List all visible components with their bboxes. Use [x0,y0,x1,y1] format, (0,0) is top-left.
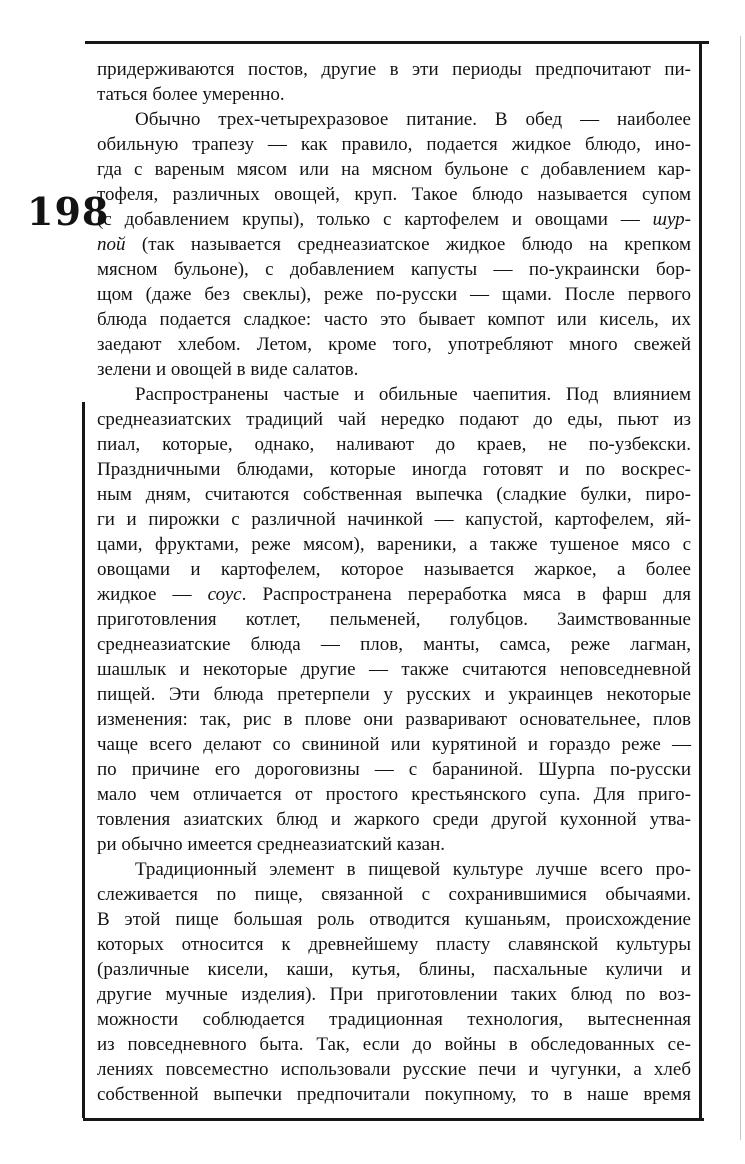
text-segment: чаще всего делают со свининой или курятиной и гораздо реже — [97,734,691,755]
text-line [97,332,691,357]
text-segment: можности соблюдается традиционная технология, вытесненная [97,1009,691,1030]
italic-term: шур- [652,209,691,230]
text-line [97,732,691,757]
text-line [97,207,691,232]
text-line [97,882,691,907]
text-segment: цами, фруктами, реже мясом), вареники, а также тушеное мясо с [97,534,691,555]
text-line [97,982,691,1007]
frame-bottom-border [83,1118,704,1121]
text-line [97,632,691,657]
text-line [97,457,691,482]
text-line [97,232,691,257]
text-segment: ри обычно имеется среднеазиатский казан. [97,834,446,855]
text-line [97,57,691,82]
text-line [97,482,691,507]
text-line [97,82,691,107]
text-line [97,157,691,182]
page-number: 198 [27,189,110,234]
italic-term: пой [97,234,142,255]
text-segment: ги и пирожки с различной начинкой — капустой, картофелем, яй- [97,509,691,530]
text-line [97,1032,691,1057]
text-segment: пищей. Эти блюда претерпели у русских и украинцев некоторые [97,684,691,705]
text-segment: овощами и картофелем, которое называется жаркое, а более [97,559,691,580]
text-segment: Традиционный элемент в пищевой культуре лучше всего про- [135,859,691,880]
text-segment: Распространены частые и обильные чаепития. Под влиянием [135,384,691,405]
text-segment: ным дням, считаются собственная выпечка (сладкие булки, пиро- [97,484,691,505]
text-segment: приготовления котлет, пельменей, голубцов. Заимствованные [97,609,691,630]
text-line [97,307,691,332]
text-segment: жидкое — [97,584,208,605]
body-text [97,57,691,1107]
text-segment: тофеля, различных овощей, круп. Такое блюдо называется супом [97,184,691,205]
text-line [97,657,691,682]
text-line [97,582,691,607]
text-segment: другие мучные изделия). При приготовлении таких блюд по воз- [97,984,691,1005]
text-line [97,707,691,732]
text-line [97,957,691,982]
text-segment: зелени и овощей в виде салатов. [97,359,359,380]
text-segment: блюда подается сладкое: часто это бывает компот или кисель, их [97,309,691,330]
text-line [97,607,691,632]
text-segment: Обычно трех-четырехразовое питание. В обед — наиболее [135,109,691,130]
text-segment: (так называется среднеазиатское жидкое блюдо на крепком [141,234,691,255]
text-segment: изменения: так, рис в плове они разваривают основательнее, плов [97,709,691,730]
text-segment: заедают хлебом. Летом, кроме того, употребляют много свежей [97,334,691,355]
text-segment: среднеазиатские блюда — плов, манты, самса, реже лагман, [97,634,691,655]
text-segment: придерживаются постов, другие в эти периоды предпочитают пи- [97,59,691,80]
text-segment: собственной выпечки предпочитали покупному, то в наше время [97,1084,691,1105]
text-segment: таться более умеренно. [97,84,285,105]
text-segment: товления азиатских блюд и жаркого среди другой кухонной утва- [97,809,691,830]
text-segment: пиал, которые, однако, наливают до краев, не по-узбекски. [97,434,691,455]
text-line [97,782,691,807]
text-segment: среднеазиатских традиций чай нередко подают до еды, пьют из [97,409,691,430]
text-segment: шашлык и некоторые другие — также считаются неповседневной [97,659,691,680]
text-segment: (с добавлением крупы), только с картофелем и овощами — [97,209,653,230]
text-line [97,1007,691,1032]
text-segment: щом (даже без свеклы), реже по-русски — щами. После первого [97,284,691,305]
text-segment: . Распространена переработка мяса в фарш для [241,584,691,605]
frame-right-border [699,41,702,1121]
text-line [97,557,691,582]
text-line [97,1057,691,1082]
text-segment: по причине его дороговизны — с бараниной. Шурпа по-русски [97,759,691,780]
text-segment: из повседневного быта. Так, если до войны в обследованных се- [97,1034,691,1055]
italic-term: соус [207,584,242,605]
text-line [97,407,691,432]
text-line [97,857,691,882]
text-line [97,682,691,707]
text-segment: мясном бульоне), с добавлением капусты — по-украински бор- [97,259,691,280]
text-line [97,132,691,157]
text-line [97,1082,691,1107]
text-line [97,357,691,382]
text-line [97,807,691,832]
text-segment: обильную трапезу — как правило, подается жидкое блюдо, ино- [97,134,691,155]
frame-top-border [85,41,709,44]
text-segment: Праздничными блюдами, которые иногда готовят и по воскрес- [97,459,691,480]
frame-left-border [82,402,85,1118]
text-segment: слеживается по пище, связанной с сохранившимися обычаями. [97,884,691,905]
text-segment: гда с вареным мясом или на мясном бульоне с добавлением кар- [97,159,691,180]
text-line [97,932,691,957]
text-segment: лениях повсеместно использовали русские печи и чугунки, а хлеб [97,1059,691,1080]
text-line [97,832,691,857]
text-line [97,382,691,407]
page-edge-line [740,36,741,1140]
text-segment: которых относится к древнейшему пласту славянской культуры [97,934,691,955]
text-line [97,282,691,307]
text-line [97,532,691,557]
text-line [97,107,691,132]
text-line [97,757,691,782]
text-line [97,432,691,457]
text-segment: В этой пище большая роль отводится кушаньям, происхождение [97,909,691,930]
text-line [97,257,691,282]
text-segment: (различные кисели, каши, кутья, блины, пасхальные куличи и [97,959,691,980]
text-line [97,907,691,932]
text-line [97,507,691,532]
text-line [97,182,691,207]
text-segment: мало чем отличается от простого крестьянского супа. Для приго- [97,784,691,805]
